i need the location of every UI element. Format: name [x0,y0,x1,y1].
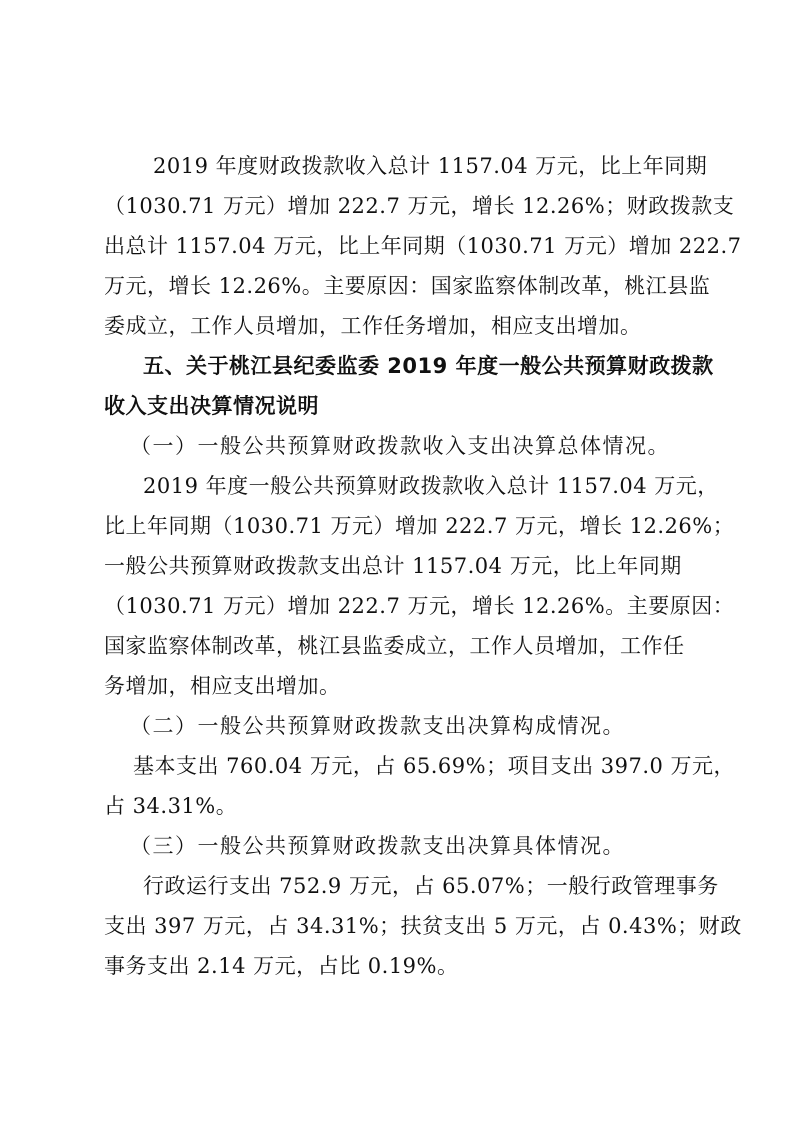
paragraph-4-line-3: 事务支出 2.14 万元，占比 0.19%。 [104,954,459,978]
paragraph-2-line-3: 一般公共预算财政拨款支出总计 1157.04 万元，比上年同期 [104,554,682,578]
paragraph-2-line-1: 2019 年度一般公共预算财政拨款收入总计 1157.04 万元， [143,474,719,498]
paragraph-2-line-4: （1030.71 万元）增加 222.7 万元，增长 12.26%。主要原因： [104,594,735,618]
paragraph-2-line-5: 国家监察体制改革，桃江县监委成立，工作人员增加，工作任 [104,634,685,658]
section-heading-line-2: 收入支出决算情况说明 [104,394,319,418]
paragraph-2-line-6: 务增加，相应支出增加。 [104,674,341,698]
subsection-2-title: （二）一般公共预算财政拨款支出决算构成情况。 [130,714,625,738]
section-heading-line-1: 五、关于桃江县纪委监委 2019 年度一般公共预算财政拨款 [143,354,714,378]
paragraph-4-line-1: 行政运行支出 752.9 万元，占 65.07%；一般行政管理事务 [143,874,719,898]
paragraph-1-line-1: 2019 年度财政拨款收入总计 1157.04 万元，比上年同期 [153,154,708,178]
subsection-3-title: （三）一般公共预算财政拨款支出决算具体情况。 [130,834,625,858]
paragraph-2-line-2: 比上年同期（1030.71 万元）增加 222.7 万元，增长 12.26%； [104,514,735,538]
paragraph-3-line-1: 基本支出 760.04 万元，占 65.69%；项目支出 397.0 万元， [133,754,736,778]
paragraph-1-line-3: 出总计 1157.04 万元，比上年同期（1030.71 万元）增加 222.7 [104,234,742,258]
subsection-1-title: （一）一般公共预算财政拨款收入支出决算总体情况。 [130,434,670,458]
paragraph-1-line-4: 万元，增长 12.26%。主要原因：国家监察体制改革，桃江县监 [104,274,711,298]
paragraph-4-line-2: 支出 397 万元，占 34.31%；扶贫支出 5 万元，占 0.43%；财政 [104,914,742,938]
paragraph-1-line-5: 委成立，工作人员增加，工作任务增加，相应支出增加。 [104,314,642,338]
paragraph-3-line-2: 占 34.31%。 [104,794,238,818]
paragraph-1-line-2: （1030.71 万元）增加 222.7 万元，增长 12.26%；财政拨款支 [104,194,735,218]
